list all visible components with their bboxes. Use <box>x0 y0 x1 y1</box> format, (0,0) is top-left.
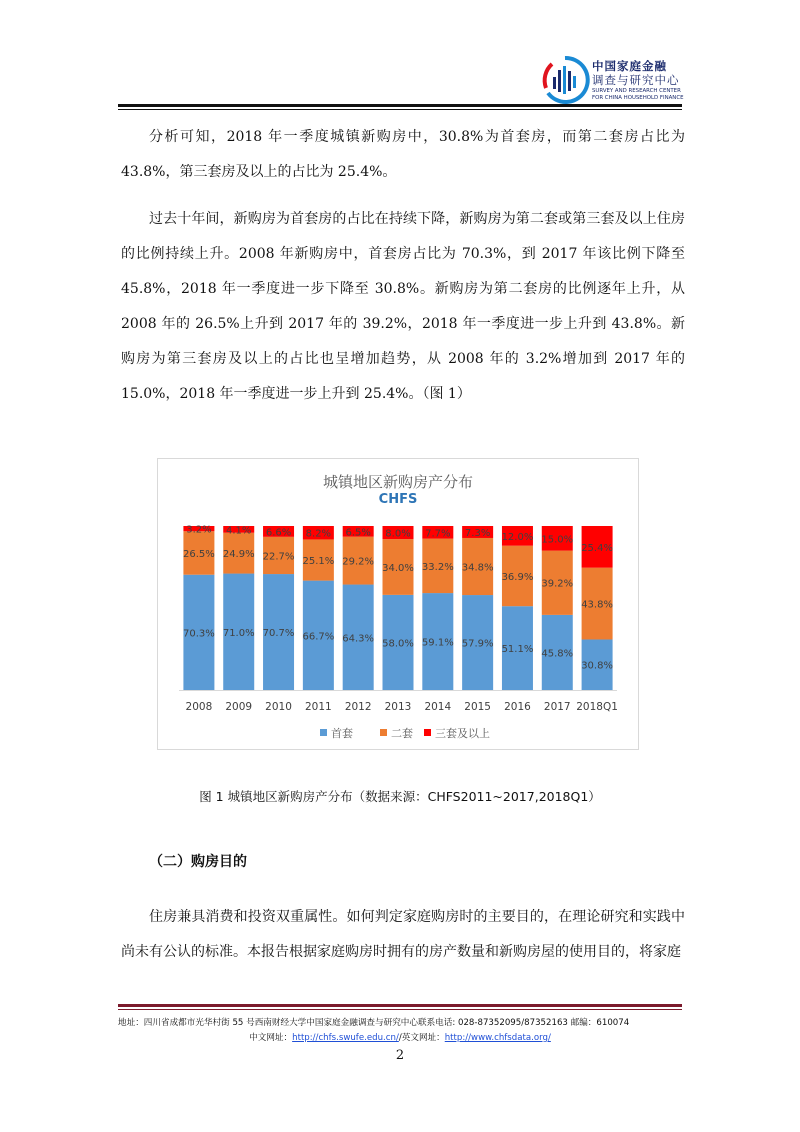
data-label-3-2013: 8.0% <box>385 528 411 540</box>
data-label-1-2016: 51.1% <box>501 644 534 656</box>
data-label-2-2017: 39.2% <box>541 578 574 590</box>
data-label-1-2013: 58.0% <box>382 638 414 650</box>
data-label-3-2014: 7.7% <box>425 528 451 540</box>
legend-swatch-3 <box>424 729 431 736</box>
data-label-2-2009: 24.9% <box>222 549 255 561</box>
data-label-2-2014: 33.2% <box>421 561 454 573</box>
data-label-3-2012: 6.5% <box>345 527 371 539</box>
data-label-3-2018Q1: 25.4% <box>581 542 613 554</box>
data-label-2-2011: 25.1% <box>302 556 335 568</box>
section-heading: （二）购房目的 <box>149 854 247 870</box>
legend-swatch-2 <box>380 729 387 736</box>
data-label-3-2010: 6.6% <box>265 527 292 539</box>
data-label-1-2015: 57.9% <box>461 638 494 650</box>
en-site-label: 英文网址： <box>401 1033 445 1043</box>
data-label-2-2015: 34.8% <box>461 562 494 574</box>
header-rule-thin <box>118 109 682 110</box>
cn-site-label: 中文网址： <box>249 1033 293 1043</box>
paragraph-2: 过去十年间，新购房为首套房的占比在持续下降，新购房为第二套或第三套及以上住房的比例持续上升。2008 年新购房中，首套房占比为 70.3%，到 2017 年该比例下降至 45.8%，2018 年一季度进一步下降至 30.8%。新购房为第二套房的比例逐年上升，从 2008 年的 26.5%上升到 2017 年的 39.2%，2018 年一季度进一步上升到 43.8%。新购房为第三套房及以上的占比也呈增加趋势，从 2008 年的 3.2%增加到 2017 年的 15.0%，2018 年一季度进一步上升到 25.4%。（图 1） <box>121 211 685 402</box>
data-label-2-2008: 26.5% <box>183 548 215 560</box>
chfs-logo <box>540 55 690 105</box>
x-tick-label-2010: 2010 <box>265 701 292 713</box>
paragraph-1: 分析可知，2018 年一季度城镇新购房中，30.8%为首套房，而第二套房占比为 43.8%，第三套房及以上的占比为 25.4%。 <box>121 129 685 180</box>
legend-label-3: 三套及以上 <box>435 727 490 740</box>
logo-emblem-icon <box>540 55 590 105</box>
legend-label-1: 首套 <box>331 727 353 740</box>
data-label-2-2016: 36.9% <box>501 571 534 583</box>
footer-rule-thin <box>118 1009 682 1010</box>
x-tick-label-2013: 2013 <box>384 701 412 713</box>
data-label-3-2011: 8.2% <box>305 528 332 540</box>
data-label-1-2012: 64.3% <box>342 633 375 645</box>
data-label-2-2010: 22.7% <box>262 551 295 563</box>
x-tick-label-2017: 2017 <box>543 701 571 713</box>
logo-en-line1: SURVEY AND RESEARCH CENTER <box>592 88 681 94</box>
x-tick-label-2018Q1: 2018Q1 <box>576 701 618 713</box>
data-label-1-2018Q1: 30.8% <box>581 660 613 672</box>
data-label-2-2018Q1: 43.8% <box>581 599 613 611</box>
paragraph-3: 住房兼具消费和投资双重属性。如何判定家庭购房时的主要目的，在理论研究和实践中尚未有公认的标准。本报告根据家庭购房时拥有的房产数量和新购房屋的使用目的，将家庭 <box>121 909 685 960</box>
data-label-2-2013: 34.0% <box>382 563 414 574</box>
x-tick-label-2014: 2014 <box>424 701 452 713</box>
data-label-3-2008: 3.2% <box>186 524 212 536</box>
legend-label-2: 二套 <box>391 727 413 740</box>
cn-site-link[interactable]: http://chfs.swufe.edu.cn/ <box>292 1033 399 1043</box>
data-label-3-2017: 15.0% <box>541 534 574 546</box>
x-tick-label-2016: 2016 <box>504 701 531 713</box>
data-label-1-2009: 71.0% <box>222 627 255 639</box>
header-rule-thick <box>118 104 682 107</box>
data-label-3-2015: 7.3% <box>464 527 491 539</box>
data-label-1-2017: 45.8% <box>541 648 574 660</box>
data-label-1-2008: 70.3% <box>183 628 215 640</box>
data-label-2-2012: 29.2% <box>342 556 375 568</box>
footer-address: 地址：四川省成都市光华村街 55 号西南财经大学中国家庭金融调查与研究中心联系电话: 028-87352095/87352163 邮编：610074 <box>118 1018 630 1028</box>
footer-websites: 中文网址：http://chfs.swufe.edu.cn//英文网址：http://www.chfsdata.org/ <box>249 1033 551 1043</box>
data-label-1-2011: 66.7% <box>302 631 335 643</box>
en-site-link[interactable]: http://www.chfsdata.org/ <box>444 1033 551 1043</box>
stacked-bar-chart <box>158 459 638 749</box>
chart-subtitle: CHFS <box>378 492 418 507</box>
logo-en-line2: FOR CHINA HOUSEHOLD FINANCE <box>592 95 684 101</box>
data-label-3-2016: 12.0% <box>501 531 534 543</box>
logo-cn-line2: 调查与研究中心 <box>592 73 680 87</box>
x-tick-label-2012: 2012 <box>344 701 372 713</box>
x-tick-label-2009: 2009 <box>225 701 253 713</box>
x-tick-label-2011: 2011 <box>304 701 332 713</box>
footer-rule-thick <box>118 1004 682 1007</box>
logo-cn-line1: 中国家庭金融 <box>592 59 667 73</box>
page-number: 2 <box>395 1048 405 1063</box>
data-label-1-2014: 59.1% <box>421 637 454 649</box>
x-tick-label-2008: 2008 <box>185 701 213 713</box>
legend-swatch-1 <box>320 729 327 736</box>
figure-caption: 图 1 城镇地区新购房产分布（数据来源：CHFS2011~2017,2018Q1） <box>199 789 601 804</box>
x-tick-label-2015: 2015 <box>464 701 492 713</box>
data-label-3-2009: 4.1% <box>226 525 252 537</box>
data-label-1-2010: 70.7% <box>262 628 295 640</box>
chart-figure <box>157 458 639 750</box>
chart-title: 城镇地区新购房产分布 <box>322 473 473 491</box>
